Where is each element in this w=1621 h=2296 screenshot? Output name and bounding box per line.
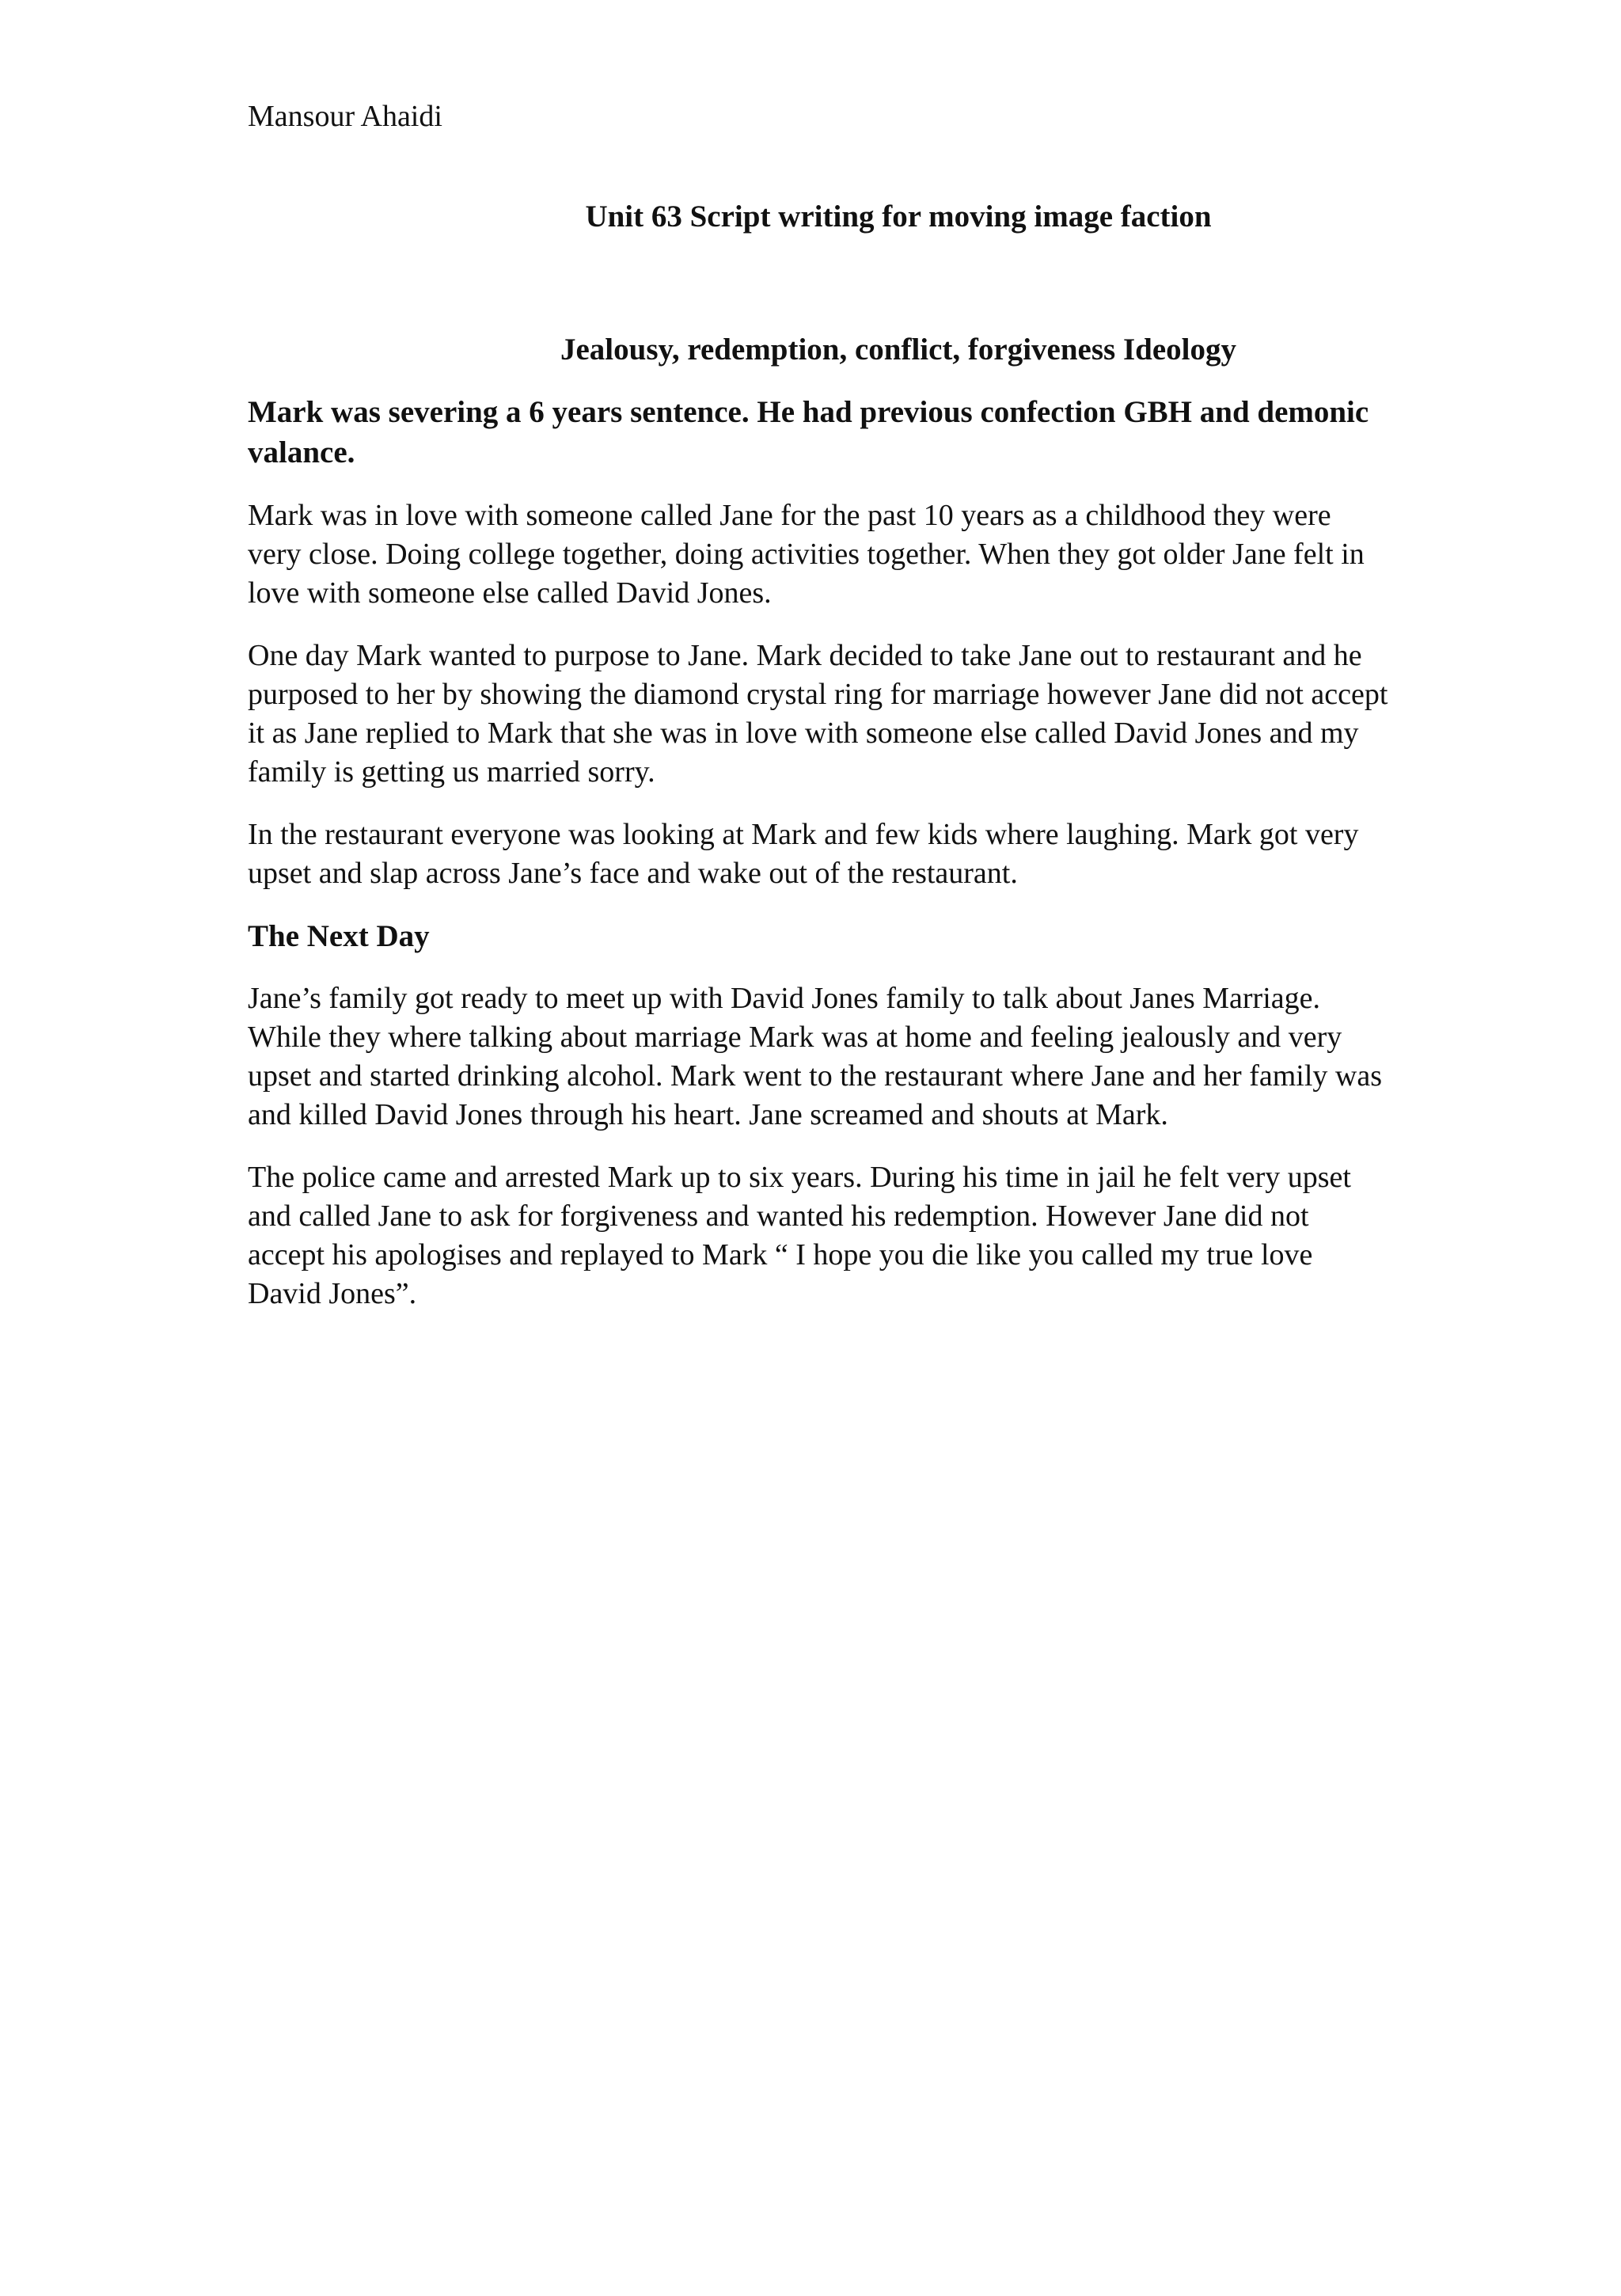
story-paragraph-2: One day Mark wanted to purpose to Jane. Mark decided to take Jane out to restaurant and he purposed to her by showing the diamond crystal ring for marriage however Jane did not accept it as Jane replied to Mark that she was in love with someone else called David Jones and my family is getting us married sorry. [248, 639, 1388, 789]
section-paragraph-1: Jane’s family got ready to meet up with David Jones family to talk about Janes Marriage. While they where talking about marriage Mark was at home and feeling jealously and very upset and started drinking alcohol. Mark went to the restaurant where Jane and her family was and killed David Jones through his heart. Jane screamed and shouts at Mark. [248, 982, 1382, 1131]
section-heading: The Next Day [248, 919, 430, 953]
author-name: Mansour Ahaidi [248, 100, 442, 133]
story-paragraph-1: Mark was in love with someone called Jane for the past 10 years as a childhood they were very close. Doing college together, doing activities together. When they got older Jane felt in love with someone else called David Jones. [248, 499, 1365, 610]
section-paragraph-2: The police came and arrested Mark up to six years. During his time in jail he felt very upset and called Jane to ask for forgiveness and wanted his redemption. However Jane did not accept his apologises and replayed to Mark “ I hope you die like you called my true love David Jones”. [248, 1161, 1351, 1310]
document-title: Unit 63 Script writing for moving image faction [585, 200, 1212, 234]
document-subtitle: Jealousy, redemption, conflict, forgiveness Ideology [560, 333, 1236, 367]
document-body [248, 392, 1391, 1337]
story-paragraph-3: In the restaurant everyone was looking at Mark and few kids where laughing. Mark got very upset and slap across Jane’s face and wake out of the restaurant. [248, 818, 1359, 890]
lead-paragraph: Mark was severing a 6 years sentence. He had previous confection GBH and demonic valance. [248, 395, 1369, 469]
